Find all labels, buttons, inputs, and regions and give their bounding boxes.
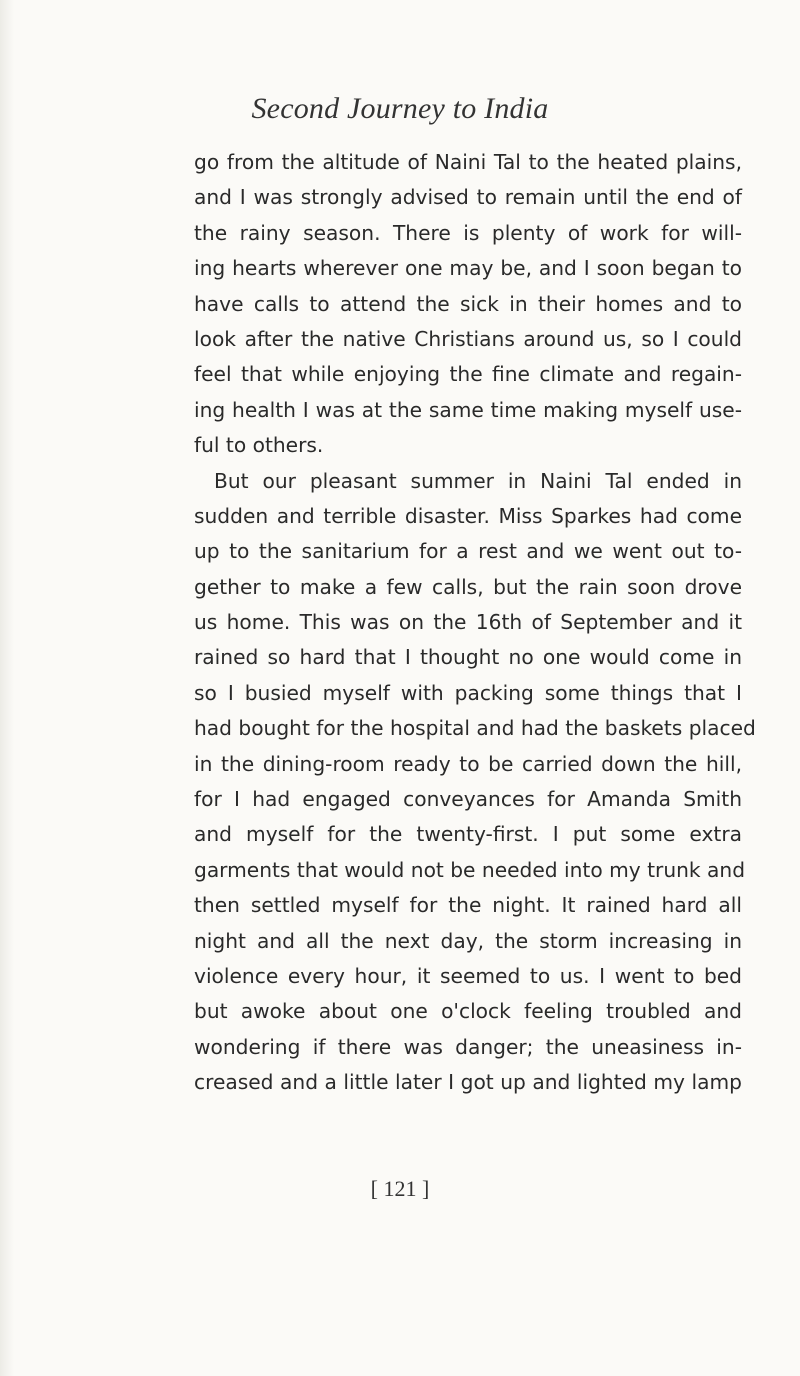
text-line: sudden and terrible disaster. Miss Sparkes had come — [194, 503, 742, 528]
text-line: have calls to attend the sick in their homes and to — [194, 291, 742, 316]
text-line: then settled myself for the night. It rained hard all — [194, 893, 742, 918]
text-line: ing hearts wherever one may be, and I soon began to — [194, 256, 742, 281]
text-line: so I busied myself with packing some things that I — [194, 680, 742, 705]
text-line: for I had engaged conveyances for Amanda Smith — [194, 787, 742, 812]
text-line: go from the altitude of Naini Tal to the heated plains, — [194, 150, 742, 174]
text-line: rained so hard that I thought no one would come in — [194, 645, 742, 670]
text-line: feel that while enjoying the fine climate and regain- — [194, 362, 742, 387]
text-line: the rainy season. There is plenty of work for will- — [194, 220, 742, 245]
body-text — [194, 145, 756, 1101]
running-head: Second Journey to India — [251, 92, 549, 125]
text-line: garments that would not be needed into my trunk and — [194, 857, 746, 882]
paragraph-start-line: But our pleasant summer in Naini Tal ended in — [214, 468, 742, 493]
text-line: us home. This was on the 16th of September and it — [194, 610, 742, 635]
text-line: gether to make a few calls, but the rain soon drove — [194, 574, 742, 599]
text-line: but awoke about one o'clock feeling troubled and — [194, 999, 742, 1024]
page-number: [ 121 ] — [370, 1176, 430, 1201]
text-line: and myself for the twenty-first. I put some extra — [194, 822, 742, 847]
text-line: up to the sanitarium for a rest and we went out to- — [194, 539, 742, 564]
text-line: creased and a little later I got up and lighted my lamp — [194, 1070, 742, 1095]
text-line: and I was strongly advised to remain until the end of — [194, 185, 742, 210]
text-line: violence every hour, it seemed to us. I went to bed — [194, 963, 742, 988]
text-line: ing health I was at the same time making myself use- — [194, 397, 742, 422]
text-line: look after the native Christians around us, so I could — [194, 326, 742, 351]
text-line: night and all the next day, the storm increasing in — [194, 928, 742, 953]
page-edge — [0, 0, 14, 1376]
text-line: in the dining-room ready to be carried down the hill, — [194, 751, 742, 776]
text-line: had bought for the hospital and had the baskets placed — [194, 716, 756, 741]
text-line: ful to others. — [194, 433, 324, 458]
text-line: wondering if there was danger; the uneasiness in- — [194, 1034, 742, 1059]
